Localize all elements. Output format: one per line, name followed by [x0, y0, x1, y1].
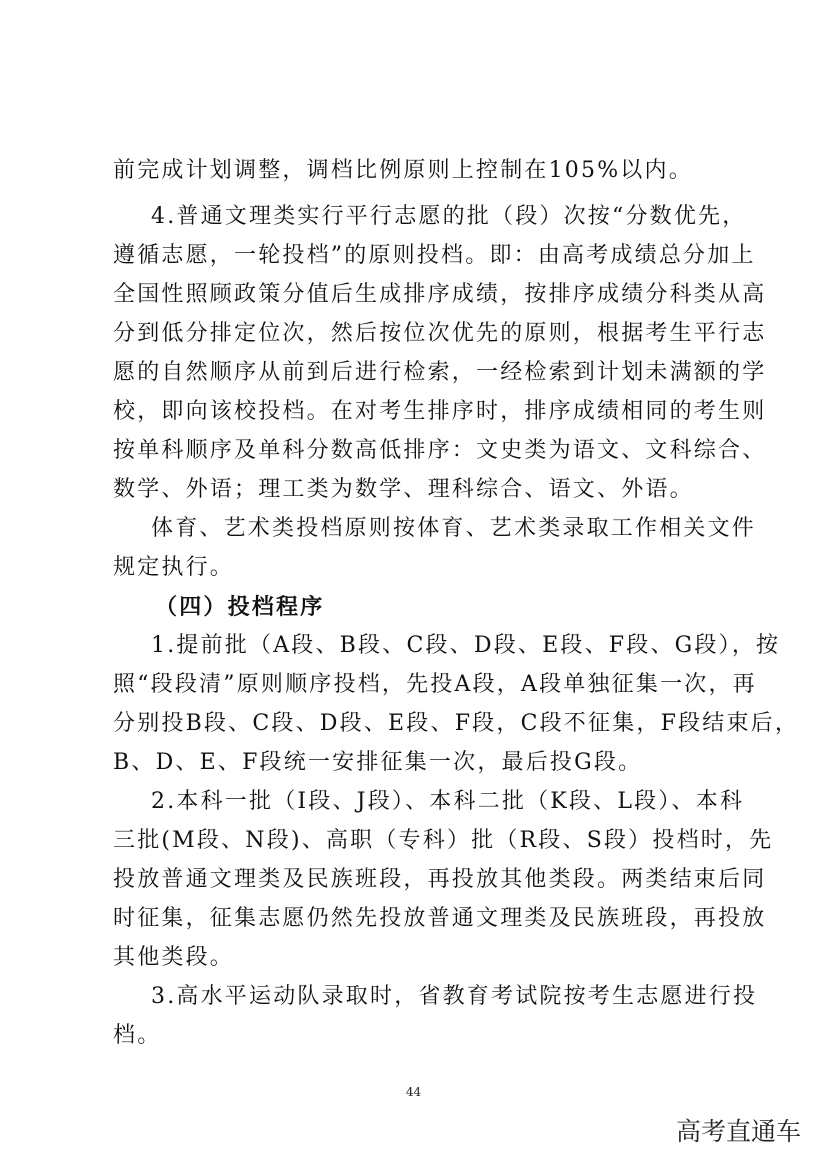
- paragraph-start-line: 3.高水平运动队录取时，省教育考试院按考生志愿进行投: [151, 984, 758, 1009]
- text-line: 其他类段。: [113, 945, 235, 970]
- text-line: 三批(M段、N段)、高职（专科）批（R段、S段）投档时，先: [113, 828, 774, 853]
- text-line: 校，即向该校投档。在对考生排序时，排序成绩相同的考生则: [113, 399, 767, 424]
- text-line: 前完成计划调整，调档比例原则上控制在105%以内。: [113, 158, 693, 183]
- watermark-text: 高考直通车: [676, 1117, 802, 1146]
- text-line: 数学、外语；理工类为数学、理科综合、语文、外语。: [113, 477, 694, 502]
- text-line: 照“段段清”原则顺序投档，先投A段，A段单独征集一次，再: [113, 672, 757, 697]
- page-number: 44: [405, 1085, 422, 1099]
- paragraph-start-line: 体育、艺术类投档原则按体育、艺术类录取工作相关文件: [151, 516, 757, 541]
- paragraph-start-line: 2.本科一批（I段、J段）、本科二批（K段、L段）、本科: [151, 789, 745, 814]
- paragraph-start-line: 4.普通文理类实行平行志愿的批（段）次按“分数优先，: [151, 204, 747, 229]
- text-line: 分别投B段、C段、D段、E段、F段，C段不征集，F段结束后，: [113, 711, 800, 736]
- text-line: 按单科顺序及单科分数高低排序：文史类为语文、文科综合、: [113, 438, 767, 463]
- text-line: 遵循志愿，一轮投档”的原则投档。即：由高考成绩总分加上: [113, 243, 756, 268]
- text-line: 时征集，征集志愿仍然先投放普通文理类及民族班段，再投放: [113, 906, 767, 931]
- text-line: 全国性照顾政策分值后生成排序成绩，按排序成绩分科类从高: [113, 282, 767, 307]
- paragraph-start-line: 1.提前批（A段、B段、C段、D段、E段、F段、G段），按: [151, 633, 781, 658]
- text-line: 投放普通文理类及民族班段，再投放其他类段。两类结束后同: [113, 867, 767, 892]
- section-heading: （四）投档程序: [155, 594, 325, 620]
- text-line: 分到低分排定位次，然后按位次优先的原则，根据考生平行志: [113, 321, 767, 346]
- text-line: 愿的自然顺序从前到后进行检索，一经检索到计划未满额的学: [113, 360, 767, 385]
- text-line: 规定执行。: [113, 555, 235, 580]
- text-line: B、D、E、F段统一安排征集一次，最后投G段。: [113, 750, 643, 775]
- text-line: 档。: [113, 1023, 162, 1048]
